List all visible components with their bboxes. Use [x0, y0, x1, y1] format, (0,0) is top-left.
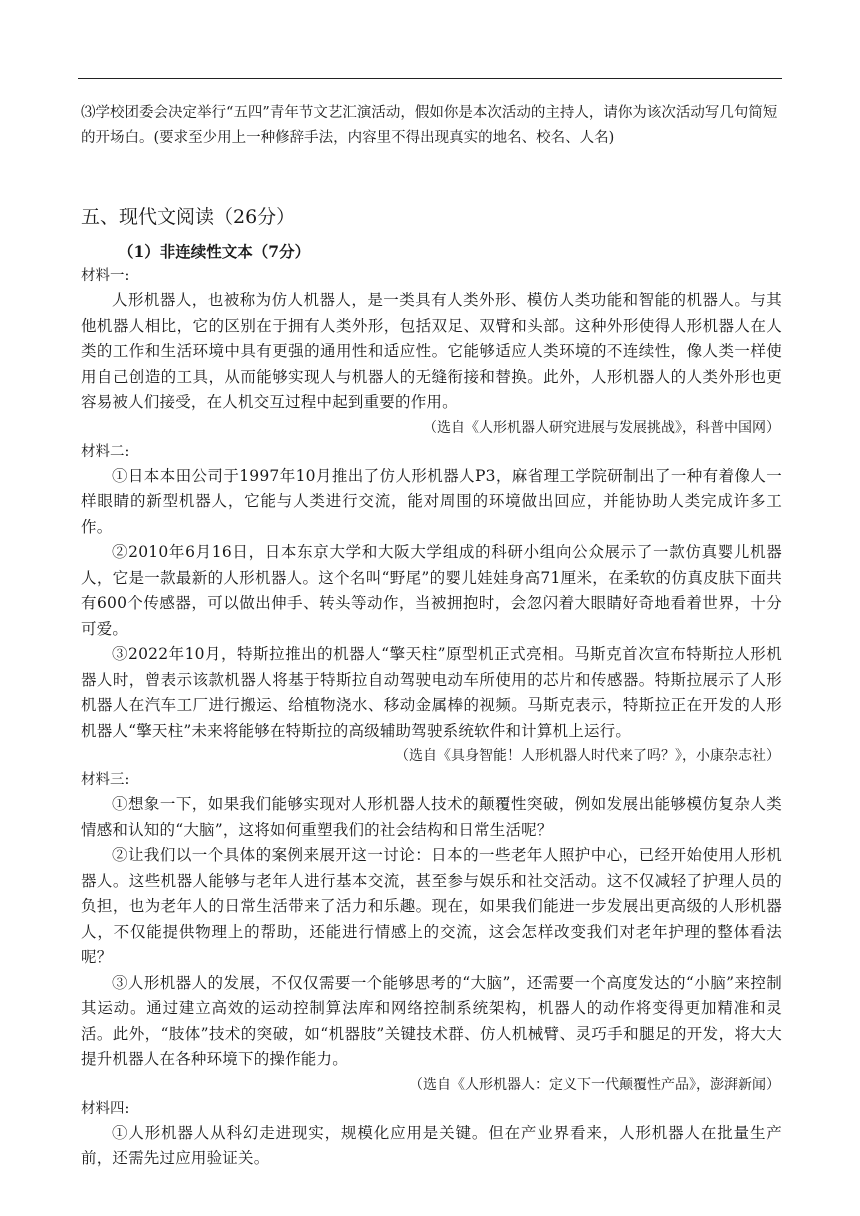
header-rule: [78, 78, 782, 79]
material-2-paragraph-1: ①日本本田公司于1997年10月推出了仿人形机器人P3，麻省理工学院研制出了一种有着像人一样眼睛的新型机器人，它能与人类进行交流，能对周围的环境做出回应，并能协助人类完成许多工作。: [81, 466, 782, 536]
material-3-paragraph-1: ①想象一下，如果我们能够实现对人形机器人技术的颠覆性突破，例如发展出能够模仿复杂人类情感和认知的“大脑”，这将如何重塑我们的社会结构和日常生活呢？: [81, 795, 782, 839]
reading-materials: [81, 264, 782, 1172]
material-3-paragraph-3: ③人形机器人的发展，不仅仅需要一个能够思考的“大脑”，还需要一个高度发达的“小脑”来控制其运动。通过建立高效的运动控制算法库和网络控制系统架构，机器人的动作将变得更加精准和灵活。此外，“肢体”技术的突破，如“机器肢”关键技术群、仿人机械臂、灵巧手和腿足的开发，将大大提升机器人在各种环境下的操作能力。: [81, 973, 782, 1068]
material-2: [81, 440, 782, 769]
material-3-label: 材料三:: [81, 772, 130, 788]
material-3-paragraph-2: ②让我们以一个具体的案例来展开这一讨论：日本的一些老年人照护中心，已经开始使用人形机器人。这些机器人能够与老年人进行基本交流，甚至参与娱乐和社交活动。这不仅减轻了护理人员的负担，也为老年人的日常生活带来了活力和乐趣。现在，如果我们能进一步发展出更高级的人形机器人，不仅能提供物理上的帮助，还能进行情感上的交流，这会怎样改变我们对老年护理的整体看法呢？: [81, 846, 782, 966]
material-2-paragraph-3: ③2022年10月，特斯拉推出的机器人“擎天柱”原型机正式亮相。马斯克首次宣布特斯拉人形机器人时，曾表示该款机器人将基于特斯拉自动驾驶电动车所使用的芯片和传感器。特斯拉展示了人形机器人在汽车工厂进行搬运、给植物浇水、移动金属棒的视频。马斯克表示，特斯拉正在开发的人形机器人“擎天柱”未来将能够在特斯拉的高级辅助驾驶系统软件和计算机上运行。: [81, 645, 782, 740]
material-1-source: （选自《人形机器人研究进展与发展挑战》，科普中国网）: [423, 419, 780, 436]
question-3: ⑶学校团委会决定举行“五四”青年节文艺汇演活动，假如你是本次活动的主持人，请你为该次活动写几句简短的开场白。(要求至少用上一种修辞手法，内容里不得出现真实的地名、校名、人名): [81, 105, 778, 146]
material-2-label: 材料二:: [81, 443, 130, 460]
material-2-source: （选自《具身智能！人形机器人时代来了吗？》，小康杂志社）: [395, 748, 780, 764]
material-3-source: （选自《人形机器人：定义下一代颠覆性产品》，澎湃新闻）: [409, 1076, 780, 1093]
material-4-paragraph-1: ①人形机器人从科幻走进现实，规模化应用是关键。但在产业界看来，人形机器人在批量生产前，还需先过应用验证关。: [81, 1123, 782, 1167]
section-subtitle: （1）非连续性文本（7分）: [118, 242, 311, 261]
material-1: [81, 264, 782, 440]
material-3: [81, 768, 782, 1097]
material-1-label: 材料一:: [81, 268, 130, 284]
section-title: 五、现代文阅读（26分）: [81, 206, 296, 228]
material-1-paragraph: 人形机器人，也被称为仿人机器人，是一类具有人类外形、模仿人类功能和智能的机器人。与其他机器人相比，它的区别在于拥有人类外形，包括双足、双臂和头部。这种外形使得人形机器人在人类的工作和生活环境中具有更强的通用性和适应性。它能够适应人类环境的不连续性，像人类一样使用自己创造的工具，从而能够实现人与机器人的无缝衔接和替换。此外，人形机器人的人类外形也更容易被人们接受，在人机交互过程中起到重要的作用。: [81, 291, 782, 411]
material-2-paragraph-2: ②2010年6月16日，日本东京大学和大阪大学组成的科研小组向公众展示了一款仿真婴儿机器人，它是一款最新的人形机器人。这个名叫“野尾”的婴儿娃娃身高71厘米，在柔软的仿真皮肤下面共有600个传感器，可以做出伸手、转头等动作，当被拥抱时，会忽闪着大眼睛好奇地看着世界，十分可爱。: [81, 543, 782, 638]
material-4-label: 材料四:: [81, 1100, 130, 1117]
material-4: [81, 1097, 782, 1172]
